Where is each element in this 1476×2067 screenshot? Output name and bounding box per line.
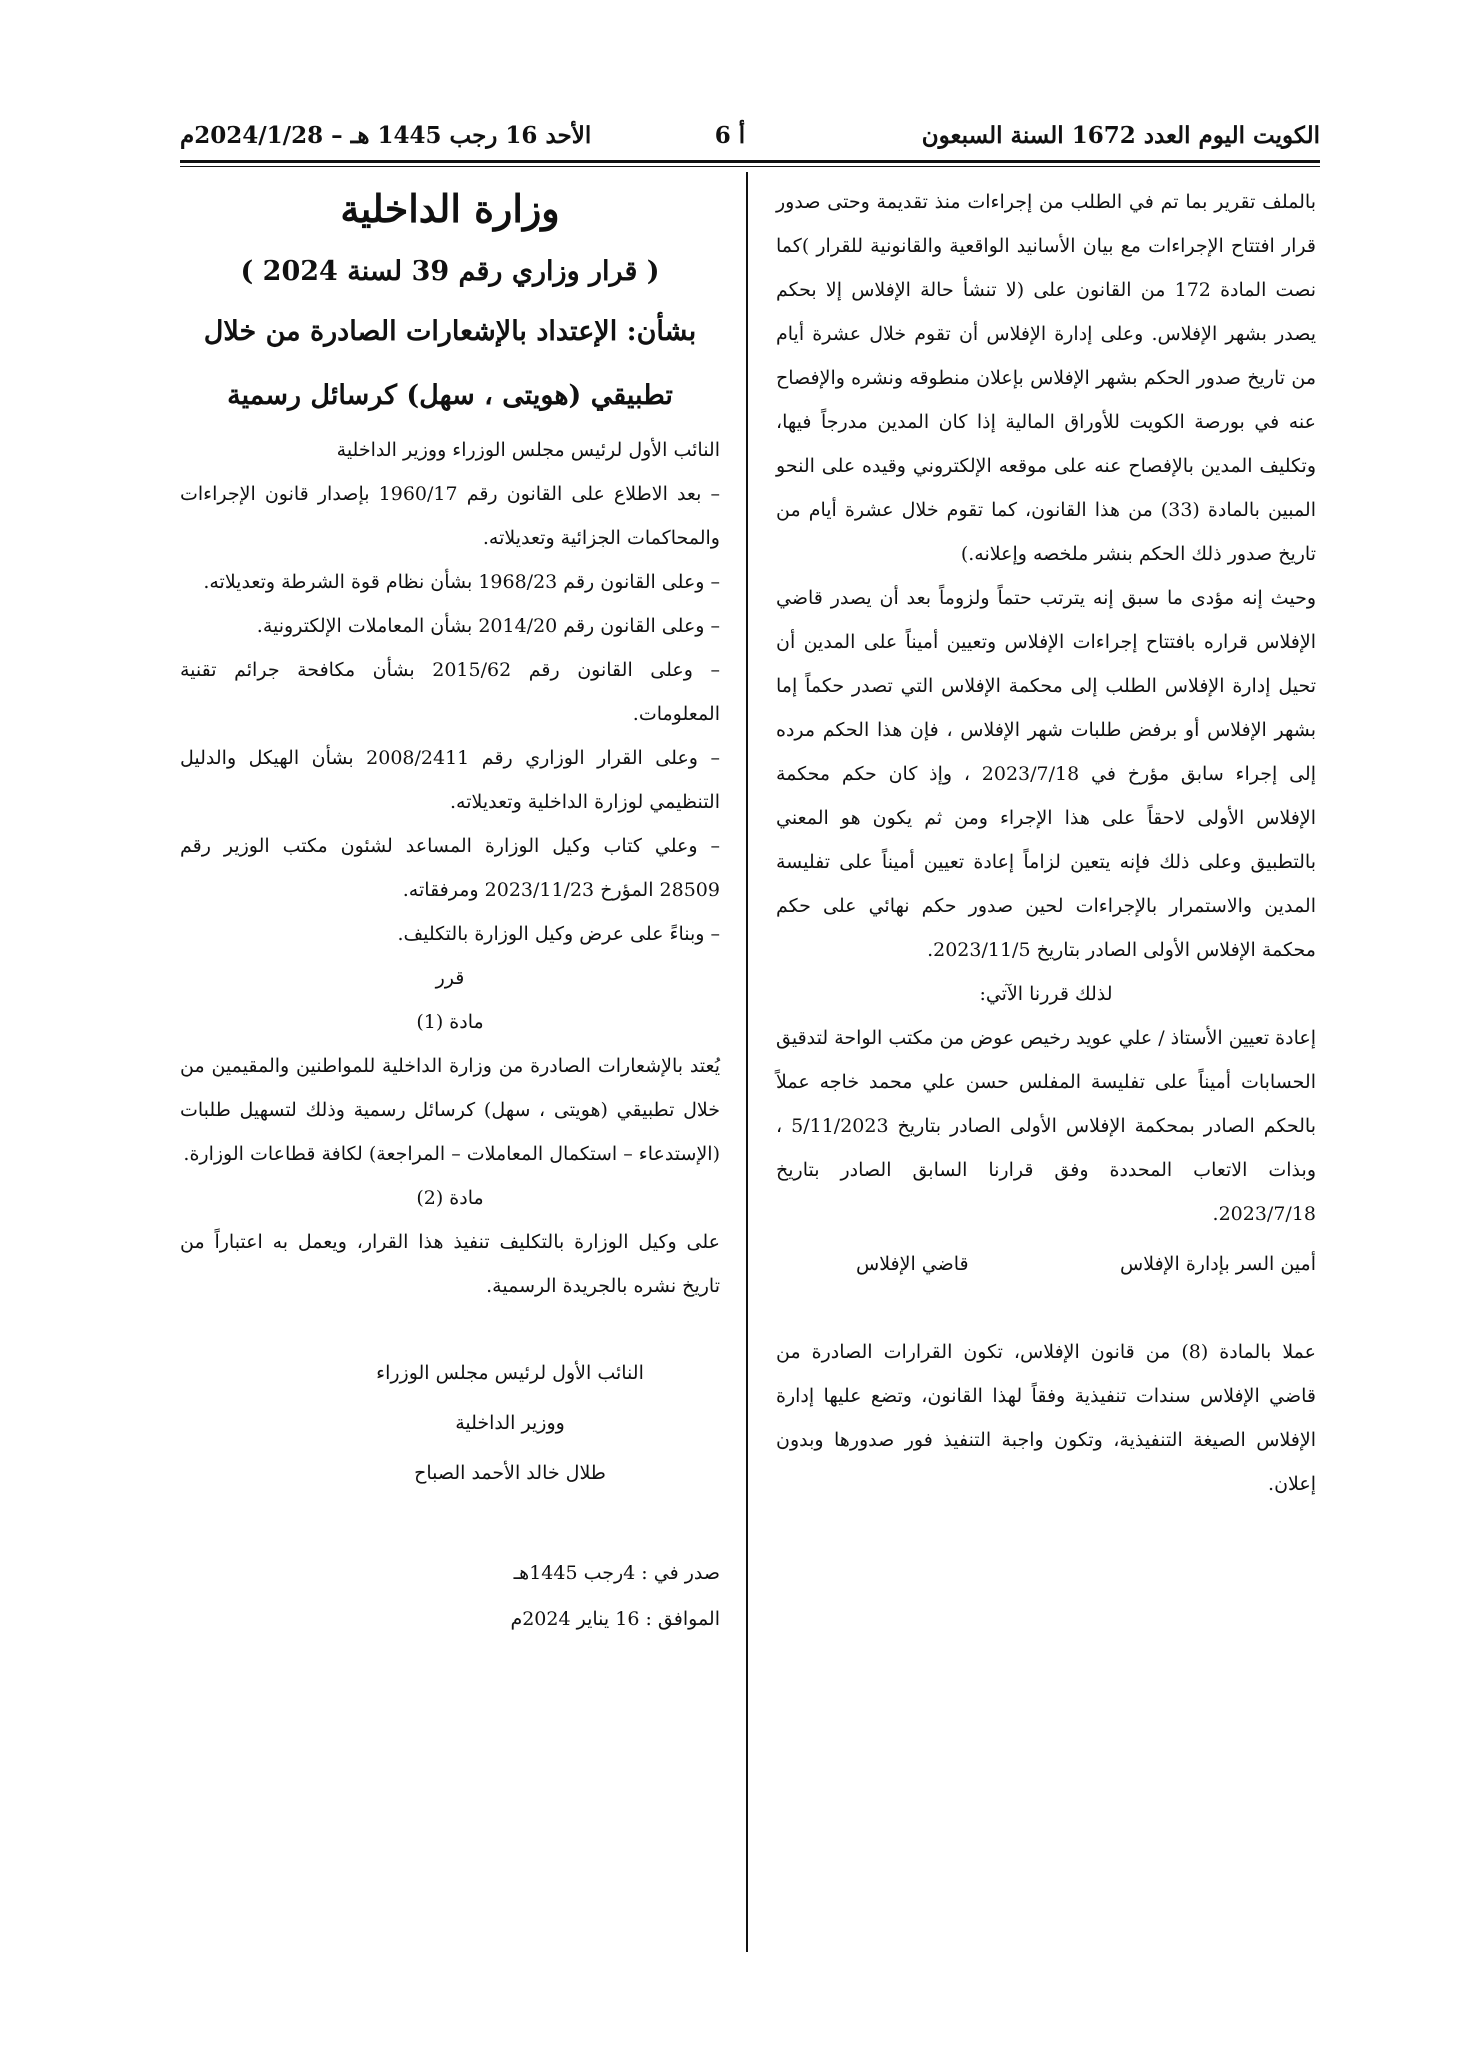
header-page-number: أ 6	[714, 122, 746, 149]
issue-date-block	[180, 1550, 720, 1642]
bankruptcy-paragraph-3: إعادة تعيين الأستاذ / علي عويد رخيص عوض من مكتب الواحة لتدقيق الحسابات أميناً على تفليسة المفلس حسن علي محمد خاجه عملاً بالحكم الصادر بمحكمة الإفلاس الأولى الصادر بتاريخ 5/11/2023 ، وبذات الاتعاب المحددة وفق قرارنا السابق الصادر بتاريخ 2023/7/18.	[776, 1027, 1317, 1225]
signature-secretary: أمين السر بإدارة الإفلاس	[1120, 1253, 1316, 1275]
decided-heading: لذلك قررنا الآتي:	[979, 983, 1113, 1005]
preamble-item: – بعد الاطلاع على القانون رقم 1960/17 بإصدار قانون الإجراءات والمحاكمات الجزائية وتعديلاته.	[180, 483, 721, 549]
ministry-title: وزارة الداخلية	[340, 186, 560, 231]
column-divider	[746, 172, 748, 1952]
header-issue: الكويت اليوم العدد 1672 السنة السبعون	[921, 122, 1320, 149]
bankruptcy-paragraph-1: بالملف تقرير بما تم في الطلب من إجراءات منذ تقديمة وحتى صدور قرار افتتاح الإجراءات مع بيان الأسانيد الواقعية والقانونية للقرار )كما نصت المادة 172 من القانون على (لا تنشأ حالة الإفلاس إلا بحكم يصدر بشهر الإفلاس. وعلى إدارة الإفلاس أن تقوم خلال عشرة أيام من تاريخ صدور الحكم بشهر الإفلاس بإعلان منطوقه ونشره والإفصاح عنه في بورصة الكويت للأوراق المالية إذا كان المدين مدرجاً فيها، وتكليف المدين بالإفصاح عنه على موقعه الإلكتروني وقيده على النحو المبين بالمادة (33) من هذا القانون، كما تقوم خلال عشرة أيام من تاريخ صدور ذلك الحكم بنشر ملخصه وإعلانه.)	[776, 191, 1316, 565]
preamble-item: – وعلى القانون رقم 1968/23 بشأن نظام قوة الشرطة وتعديلاته.	[203, 571, 720, 593]
bankruptcy-paragraph-2: وحيث إنه مؤدى ما سبق إنه يترتب حتماً ولزوماً بعد أن يصدر قاضي الإفلاس قراره بافتتاح إجراءات الإفلاس وتعيين أميناً على المدين أن تحيل إدارة الإفلاس الطلب إلى محكمة الإفلاس التي تصدر حكماً إما بشهر الإفلاس أو برفض طلبات شهر الإفلاس ، فإن هذا الحكم مرده إلى إجراء سابق مؤرخ في 2023/7/18 ، وإذ كان حكم محكمة الإفلاس الأولى لاحقاً على هذا الإجراء ومن ثم يكون هو المعني بالتطبيق وعلى ذلك فإنه يتعين لزاماً إعادة تعيين أميناً على تفليسة المدين والاستمرار بالإجراءات لحين صدور حكم نهائي على حكم محكمة الإفلاس الأولى الصادر بتاريخ 2023/11/5.	[776, 587, 1316, 961]
preamble-item: – وعلي كتاب وكيل الوزارة المساعد لشئون مكتب الوزير رقم 28509 المؤرخ 2023/11/23 ومرفقاته.	[180, 835, 720, 901]
preamble-item: – وبناءً على عرض وكيل الوزارة بالتكليف.	[397, 923, 720, 945]
bankruptcy-paragraph-4: عملا بالمادة (8) من قانون الإفلاس، تكون القرارات الصادرة من قاضي الإفلاس سندات تنفيذية وفقاً لهذا القانون، وتضع عليها إدارة الإفلاس الصيغة التنفيذية، وتكون واجبة التنفيذ فور صدورها وبدون إعلان.	[776, 1341, 1316, 1495]
bankruptcy-signatures	[776, 1242, 1316, 1286]
left-column	[180, 180, 720, 1642]
signature-line-3: طلال خالد الأحمد الصباح	[414, 1462, 606, 1484]
issuer-line: النائب الأول لرئيس مجلس الوزراء ووزير الداخلية	[336, 439, 720, 461]
header-date: الأحد 16 رجب 1445 هـ – 2024/1/28م	[180, 122, 592, 149]
issued-hijri: صدر في : 4رجب 1445هـ	[513, 1562, 720, 1584]
signature-line-2: ووزير الداخلية	[455, 1412, 565, 1434]
subject-line-1: بشأن: الإعتداد بالإشعارات الصادرة من خلال	[203, 316, 697, 347]
preamble-item: – وعلى القرار الوزاري رقم 2008/2411 بشأن الهيكل والدليل التنظيمي لوزارة الداخلية وتعديلاته.	[180, 747, 720, 813]
page-header	[180, 118, 1320, 158]
preamble-item: – وعلى القانون رقم 2014/20 بشأن المعاملات الإلكترونية.	[256, 615, 720, 637]
article-2-title: مادة (2)	[416, 1187, 484, 1209]
signature-line-1: النائب الأول لرئيس مجلس الوزراء	[376, 1362, 644, 1384]
header-rule-thin	[180, 166, 1320, 167]
issued-gregorian: الموافق : 16 يناير 2024م	[510, 1608, 720, 1630]
header-rule-thick	[180, 160, 1320, 163]
article-1-text: يُعتد بالإشعارات الصادرة من وزارة الداخلية للمواطنين والمقيمين من خلال تطبيقي (هويتى ، سهل) كرسائل رسمية وذلك لتسهيل طلبات (الإستدعاء – استكمال المعاملات – المراجعة) لكافة قطاعات الوزارة.	[180, 1055, 720, 1165]
subject-line-2: تطبيقي (هويتى ، سهل) كرسائل رسمية	[227, 380, 673, 411]
resolved-heading: قرر	[435, 967, 465, 989]
article-1-title: مادة (1)	[416, 1011, 484, 1033]
signature-judge: قاضي الإفلاس	[856, 1253, 969, 1275]
decision-number: ( قرار وزاري رقم 39 لسنة 2024 )	[240, 256, 660, 287]
article-2-text: على وكيل الوزارة بالتكليف تنفيذ هذا القرار، ويعمل به اعتباراً من تاريخ نشره بالجريدة الرسمية.	[180, 1231, 720, 1297]
right-column	[776, 180, 1316, 1506]
minister-signature	[180, 1348, 720, 1498]
preamble-item: – وعلى القانون رقم 2015/62 بشأن مكافحة جرائم تقنية المعلومات.	[180, 659, 720, 725]
